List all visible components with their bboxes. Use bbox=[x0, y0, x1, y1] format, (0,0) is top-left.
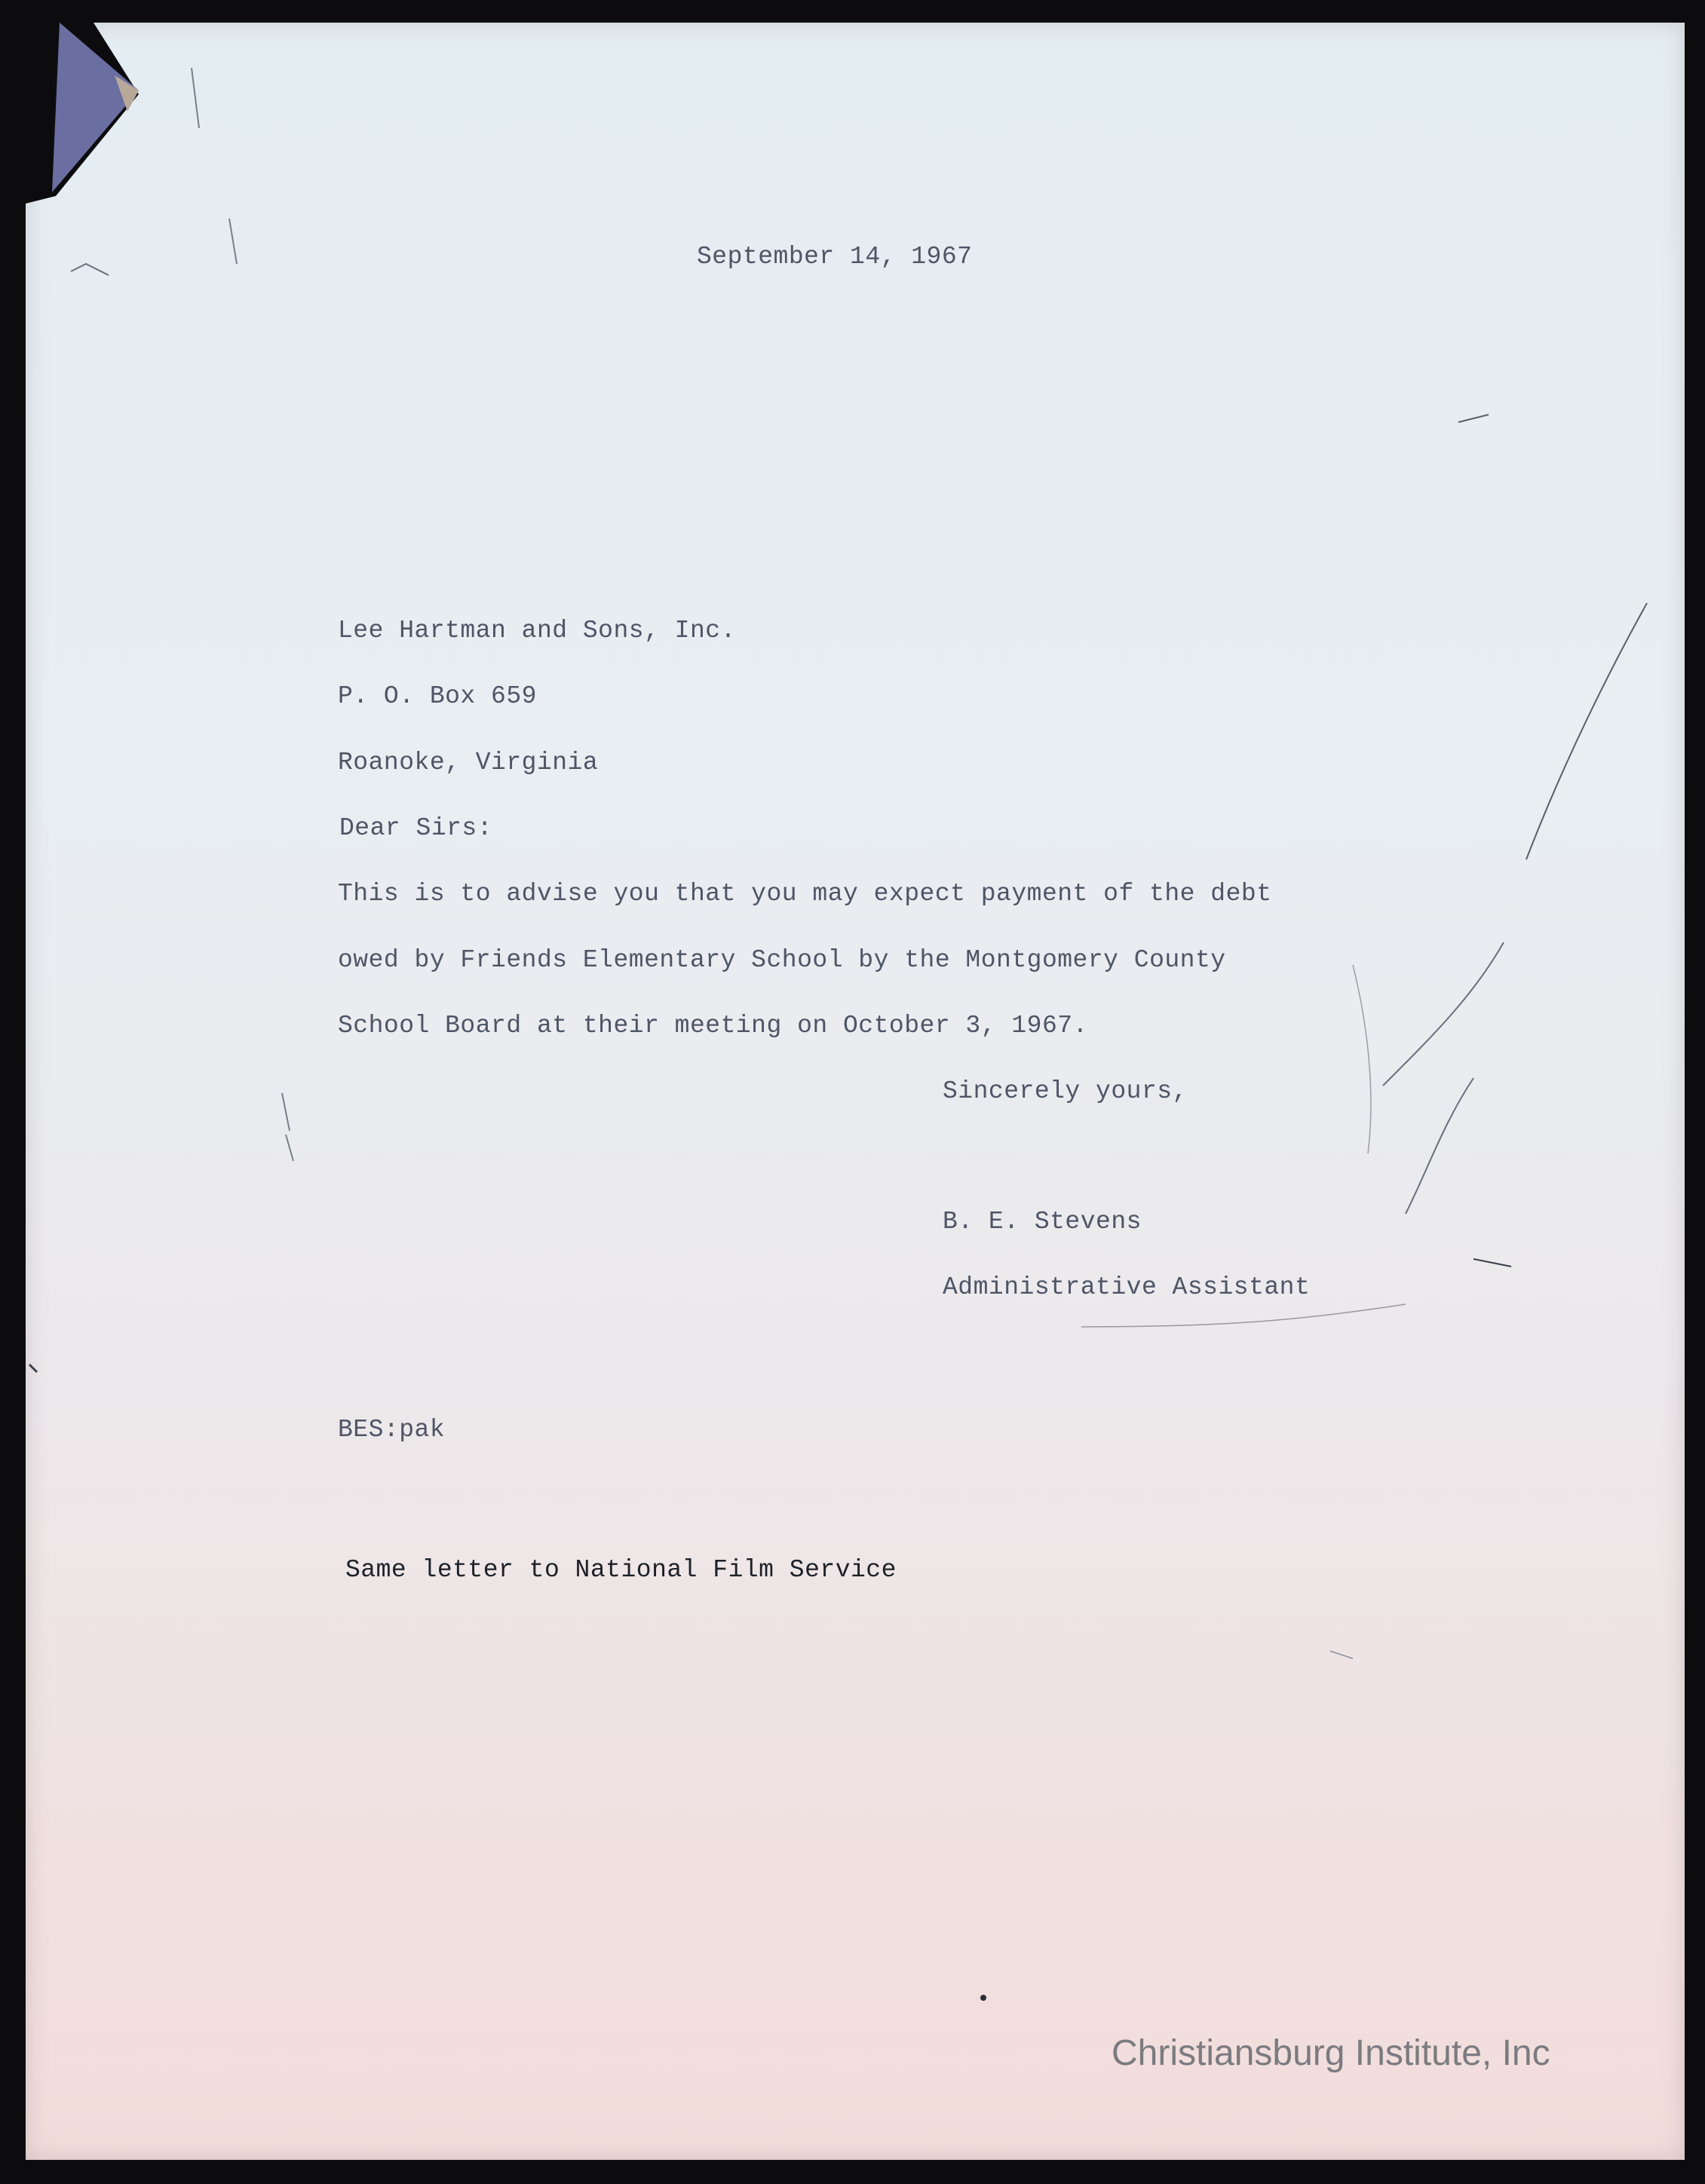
salutation: Dear Sirs: bbox=[339, 814, 493, 842]
copy-note: Same letter to National Film Service bbox=[345, 1556, 897, 1584]
signer-title: Administrative Assistant bbox=[943, 1273, 1311, 1301]
signer-name: B. E. Stevens bbox=[943, 1208, 1142, 1236]
body-line: owed by Friends Elementary School by the Montgomery County bbox=[338, 946, 1226, 974]
archive-watermark: Christiansburg Institute, Inc bbox=[1112, 2033, 1550, 2073]
recipient-city: Roanoke, Virginia bbox=[338, 749, 599, 776]
letter-page bbox=[26, 23, 1685, 2160]
letter-date: September 14, 1967 bbox=[697, 243, 973, 271]
body-line: This is to advise you that you may expect payment of the debt bbox=[338, 880, 1272, 908]
reference-initials: BES:pak bbox=[338, 1416, 446, 1444]
body-line: School Board at their meeting on October 3, 1967. bbox=[338, 1012, 1088, 1040]
paper-scratches bbox=[26, 23, 1685, 2160]
recipient-name: Lee Hartman and Sons, Inc. bbox=[338, 617, 736, 645]
closing: Sincerely yours, bbox=[943, 1077, 1188, 1105]
recipient-po-box: P. O. Box 659 bbox=[338, 682, 537, 710]
